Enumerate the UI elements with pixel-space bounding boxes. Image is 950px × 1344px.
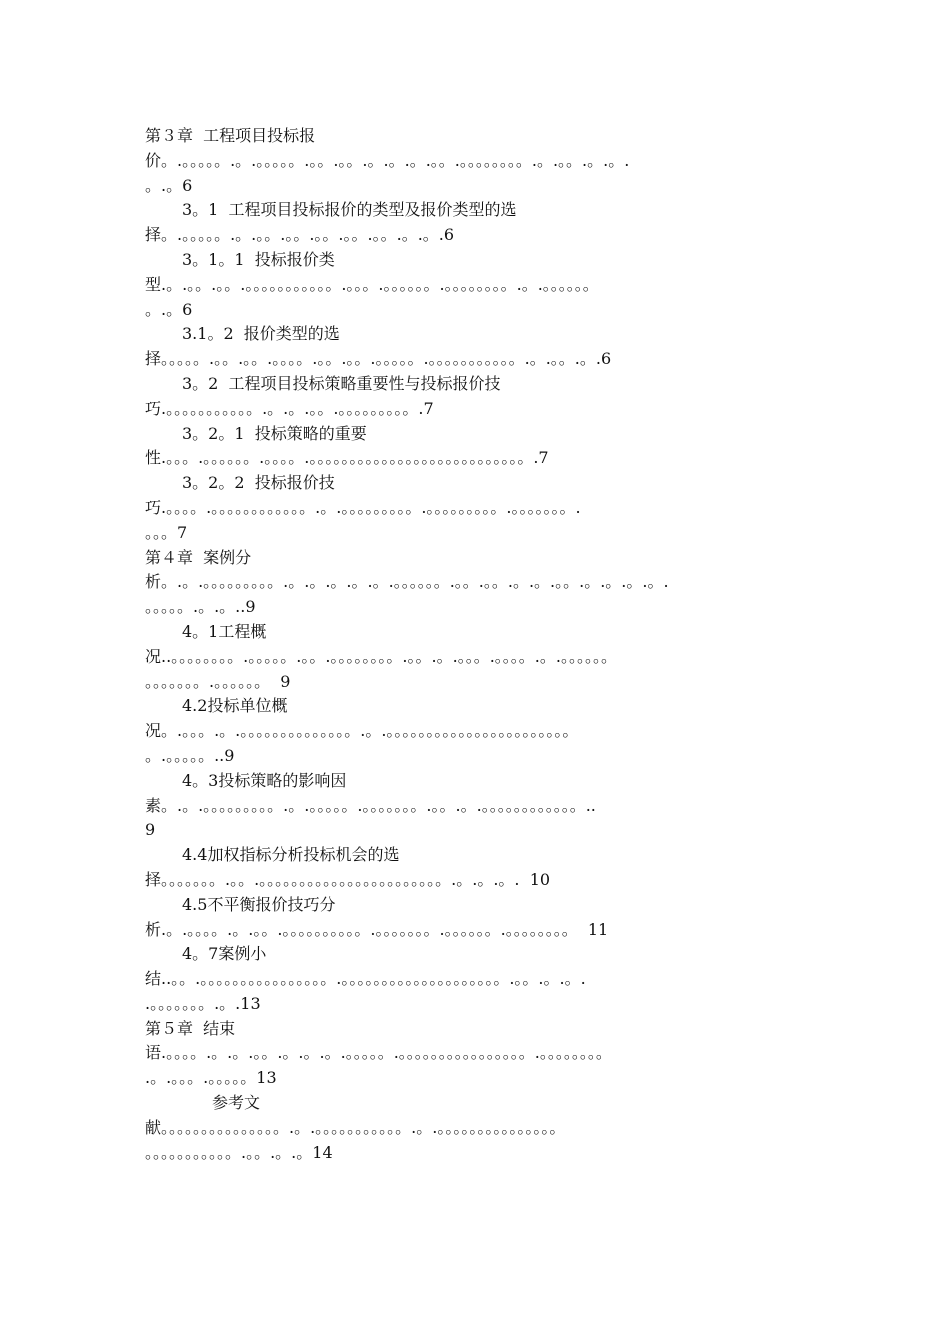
- toc-entry-leader-line: 巧.。。。。。。。。。。。.。.。.。。.。。。。。。。。。.7: [145, 398, 434, 418]
- toc-entry-title-line: 4.2投标单位概: [182, 696, 288, 716]
- toc-entry-leader-line: 献。。。。。。。。。。。。。。。.。.。。。。。。。。。。。.。.。。。。。。。。。。。。。。。: [145, 1117, 566, 1137]
- toc-entry: [145, 248, 825, 322]
- toc-entry-leader-line: 。.。。。。。..9: [145, 745, 235, 765]
- table-of-contents: [145, 124, 825, 1165]
- toc-entry: [145, 471, 825, 545]
- toc-entry: [145, 1091, 825, 1165]
- toc-entry-leader-line: 况。.。。。.。.。。。。。。。。。。。。。。.。.。。。。。。。。。。。。。。。。。。。。。。。: [145, 721, 579, 741]
- toc-entry: [145, 546, 825, 620]
- toc-entry: [145, 198, 825, 248]
- toc-entry: [145, 372, 825, 422]
- toc-entry-leader-line: 择。。。。。。。.。。.。。。。。。。。。。。。。。。。。。。。。。。.。.。.。. 10: [145, 869, 551, 889]
- toc-entry-title-line: 4.5不平衡报价技巧分: [182, 894, 336, 914]
- toc-entry-leader-line: 价。.。。。。。.。.。。。。。.。。.。。.。.。.。.。。.。。。。。。。。.。.。。.。.。.: [145, 150, 630, 170]
- toc-entry-leader-line: .。.。。。.。。。。。13: [145, 1068, 277, 1088]
- toc-entry-title-line: 4。1工程概: [182, 621, 267, 641]
- toc-entry-title-line: 4.4加权指标分析投标机会的选: [182, 845, 400, 865]
- toc-entry-leader-line: .。。。。。。。.。.13: [145, 993, 261, 1013]
- toc-entry-title-line: 第４章 案例分: [145, 547, 252, 567]
- toc-entry-leader-line: 。。。。。。。。。。。.。。.。.。14: [145, 1142, 333, 1162]
- toc-entry: [145, 893, 825, 943]
- toc-entry-leader-line: 型.。.。。.。。.。。。。。。。。。。。.。。。.。。。。。。.。。。。。。。。.。.。。。。。。: [145, 274, 599, 294]
- toc-entry-leader-line: 9: [145, 820, 156, 840]
- toc-entry-leader-line: 。。。7: [145, 522, 188, 542]
- toc-entry-title-line: 4。7案例小: [182, 944, 267, 964]
- toc-entry-title-line: 4。3投标策略的影响因: [182, 770, 347, 790]
- toc-entry-leader-line: 巧.。。。。.。。。。。。。。。。。。.。.。。。。。。。。。.。。。。。。。。。.。。。。。。。.: [145, 497, 581, 517]
- toc-entry-leader-line: 况..。。。。。。。。.。。。。。.。。.。。。。。。。。.。。.。.。。。.。。。。.。.。。。。。。: [145, 646, 617, 666]
- toc-entry-leader-line: 择。.。。。。。.。.。。.。。.。。.。。.。。.。.。.6: [145, 225, 455, 245]
- toc-entry: [145, 769, 825, 843]
- toc-entry-leader-line: 择。。。。。.。。.。。.。。。。.。。.。。.。。。。。.。。。。。。。。。。。.。.。。.。.6: [145, 349, 612, 369]
- toc-entry-leader-line: 。.。6: [145, 299, 193, 319]
- toc-entry-leader-line: 性.。。。.。。。。。。.。。。。.。。。。。。。。。。。。。。。。。。。。。。。。。。。.7: [145, 448, 549, 468]
- toc-entry-title-line: 3。1 工程项目投标报价的类型及报价类型的选: [182, 200, 517, 220]
- toc-entry: [145, 322, 825, 372]
- toc-entry-title-line: 3。1。1 投标报价类: [182, 249, 335, 269]
- toc-entry-leader-line: 。。。。。。。.。。。。。。 9: [145, 671, 291, 691]
- toc-entry-leader-line: 析。.。.。。。。。。。。。.。.。.。.。.。.。。。。。。.。。.。。.。.。.。。.。.。.。.。.: [145, 572, 669, 592]
- toc-entry-title-line: 第５章 结束: [145, 1018, 236, 1038]
- toc-entry: [145, 124, 825, 198]
- toc-entry-title-line: 第３章 工程项目投标报: [145, 126, 316, 145]
- toc-entry-leader-line: 素。.。.。。。。。。。。。.。.。。。。。.。。。。。。。.。。.。.。。。。。。。。。。。。..: [145, 795, 596, 815]
- toc-entry: [145, 620, 825, 694]
- toc-entry-title-line: 参考文: [212, 1093, 261, 1113]
- toc-entry-title-line: 3。2。2 投标报价技: [182, 473, 335, 493]
- toc-entry-leader-line: 。.。6: [145, 175, 193, 195]
- toc-entry: [145, 422, 825, 472]
- toc-entry-title-line: 3。2。1 投标策略的重要: [182, 423, 367, 443]
- toc-entry: [145, 843, 825, 893]
- toc-entry-leader-line: 。。。。。.。.。..9: [145, 597, 256, 617]
- toc-entry-title-line: 3.1。2 报价类型的选: [182, 324, 340, 344]
- toc-entry-title-line: 3。2 工程项目投标策略重要性与投标报价技: [182, 373, 501, 393]
- toc-entry: [145, 694, 825, 768]
- toc-entry-leader-line: 结..。。.。。。。。。。。。。。。。。。。.。。。。。。。。。。。。。。。。。。。。.。。.。.。.: [145, 969, 586, 989]
- toc-entry: [145, 1017, 825, 1091]
- toc-entry: [145, 942, 825, 1016]
- toc-entry-leader-line: 语.。。。。.。.。.。。.。.。.。.。。。。。.。。。。。。。。。。。。。。。。.。。。。。。。。: [145, 1043, 612, 1063]
- toc-entry-leader-line: 析.。.。。。。.。.。。.。。。。。。。。。。.。。。。。。。.。。。。。。.。。。。。。。。 11: [145, 919, 609, 939]
